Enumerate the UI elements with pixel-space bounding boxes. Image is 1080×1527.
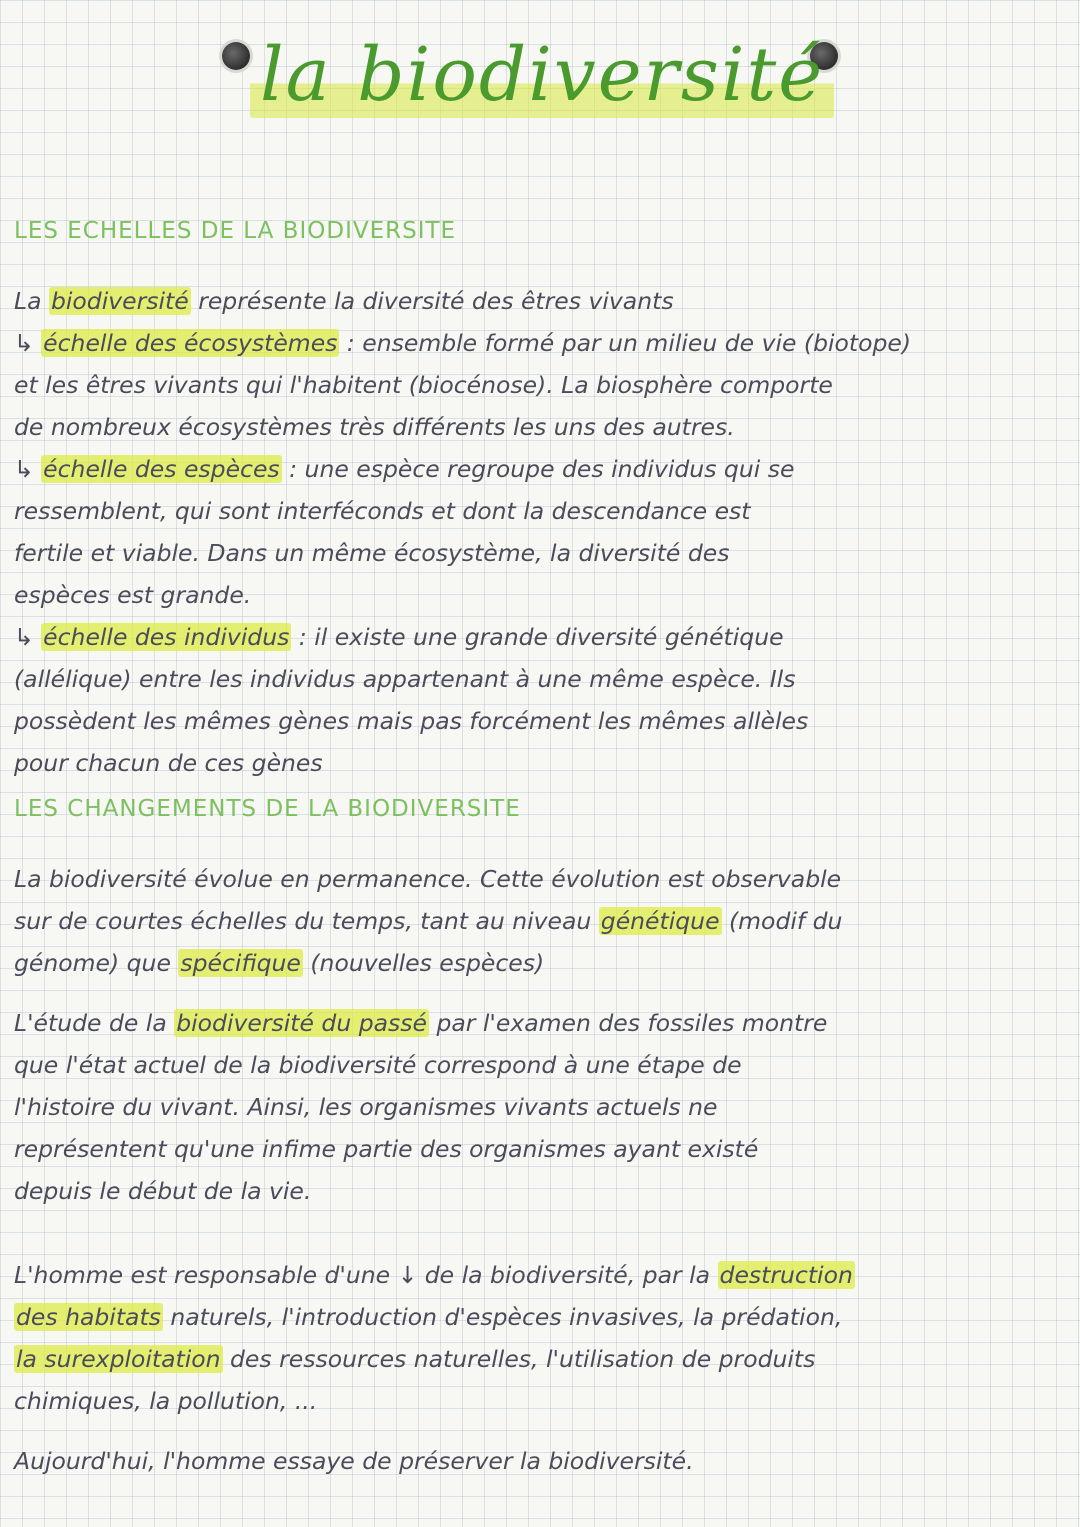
text-segment: (nouvelles espèces) — [302, 949, 545, 977]
text-line — [14, 322, 1064, 364]
text-line — [14, 1380, 1064, 1422]
text-segment: possèdent les mêmes gènes mais pas forcément les mêmes allèles — [14, 707, 809, 735]
text-line — [14, 1296, 1064, 1338]
text-segment: ↳ — [14, 455, 42, 483]
text-segment: que l'état actuel de la biodiversité correspond à une étape de — [14, 1051, 742, 1079]
text-line — [14, 574, 1064, 616]
highlighted-term: échelle des écosystèmes — [43, 329, 338, 357]
text-segment: l'histoire du vivant. Ainsi, les organismes vivants actuels ne — [14, 1093, 718, 1121]
text-segment: représente la diversité des êtres vivants — [190, 287, 674, 315]
text-segment: depuis le début de la vie. — [14, 1177, 312, 1205]
highlighted-term: échelle des individus — [43, 623, 290, 651]
text-line — [14, 616, 1064, 658]
text-line — [14, 406, 1064, 448]
section-body-changements-2 — [14, 1002, 1064, 1212]
highlighted-term: génétique — [600, 907, 720, 935]
section-body-echelles — [14, 280, 1064, 784]
text-line — [14, 532, 1064, 574]
section-heading-changements: LES CHANGEMENTS DE LA BIODIVERSITE — [14, 796, 521, 822]
text-segment: représentent qu'une infime partie des organismes ayant existé — [14, 1135, 759, 1163]
text-segment: Aujourd'hui, l'homme essaye de préserver la biodiversité. — [14, 1447, 694, 1475]
text-line — [14, 1440, 1064, 1482]
text-line — [14, 900, 1064, 942]
highlighted-term: spécifique — [180, 949, 301, 977]
text-segment: (modif du — [721, 907, 843, 935]
text-line — [14, 280, 1064, 322]
text-segment: espèces est grande. — [14, 581, 252, 609]
section-body-changements-4 — [14, 1440, 1064, 1482]
text-segment: : une espèce regroupe des individus qui se — [281, 455, 795, 483]
text-segment: de nombreux écosystèmes très différents les uns des autres. — [14, 413, 735, 441]
highlighted-term: destruction — [719, 1261, 853, 1289]
text-segment: (allélique) entre les individus appartenant à une même espèce. Ils — [14, 665, 796, 693]
text-segment: et les êtres vivants qui l'habitent (biocénose). La biosphère comporte — [14, 371, 833, 399]
text-line — [14, 1044, 1064, 1086]
text-line — [14, 448, 1064, 490]
text-line — [14, 942, 1064, 984]
text-segment: des ressources naturelles, l'utilisation de produits — [222, 1345, 816, 1373]
text-line — [14, 364, 1064, 406]
text-line — [14, 742, 1064, 784]
text-segment: ressemblent, qui sont interféconds et dont la descendance est — [14, 497, 751, 525]
text-line — [14, 700, 1064, 742]
text-line — [14, 1002, 1064, 1044]
text-line — [14, 1170, 1064, 1212]
binder-hole-left — [222, 42, 250, 70]
text-segment: par l'examen des fossiles montre — [428, 1009, 828, 1037]
highlighted-term: la surexploitation — [16, 1345, 221, 1373]
text-segment: L'étude de la — [14, 1009, 175, 1037]
text-segment: La — [14, 287, 49, 315]
text-segment: sur de courtes échelles du temps, tant au niveau — [14, 907, 599, 935]
text-line — [14, 1254, 1064, 1296]
text-segment: La biodiversité évolue en permanence. Cette évolution est observable — [14, 865, 842, 893]
text-segment: naturels, l'introduction d'espèces invasives, la prédation, — [162, 1303, 843, 1331]
text-line — [14, 1338, 1064, 1380]
highlighted-term: échelle des espèces — [43, 455, 280, 483]
text-segment: : il existe une grande diversité génétique — [291, 623, 784, 651]
page-title-text: la biodiversité — [250, 32, 834, 118]
section-body-changements-1 — [14, 858, 1064, 984]
section-body-changements-3 — [14, 1254, 1064, 1422]
text-line — [14, 490, 1064, 532]
page-title — [250, 32, 850, 118]
text-segment: chimiques, la pollution, ... — [14, 1387, 318, 1415]
text-segment: pour chacun de ces gènes — [14, 749, 323, 777]
highlighted-term: biodiversité du passé — [176, 1009, 427, 1037]
highlighted-term: des habitats — [16, 1303, 161, 1331]
text-line — [14, 1128, 1064, 1170]
text-segment: génome) que — [14, 949, 179, 977]
text-segment: ↳ — [14, 623, 42, 651]
text-line — [14, 658, 1064, 700]
highlighted-term: biodiversité — [50, 287, 189, 315]
text-line — [14, 1086, 1064, 1128]
text-line — [14, 858, 1064, 900]
text-segment: L'homme est responsable d'une ↓ de la biodiversité, par la — [14, 1261, 718, 1289]
section-heading-echelles: LES ECHELLES DE LA BIODIVERSITE — [14, 218, 457, 244]
text-segment: fertile et viable. Dans un même écosystème, la diversité des — [14, 539, 730, 567]
text-segment: ↳ — [14, 329, 42, 357]
text-segment: : ensemble formé par un milieu de vie (biotope) — [339, 329, 912, 357]
